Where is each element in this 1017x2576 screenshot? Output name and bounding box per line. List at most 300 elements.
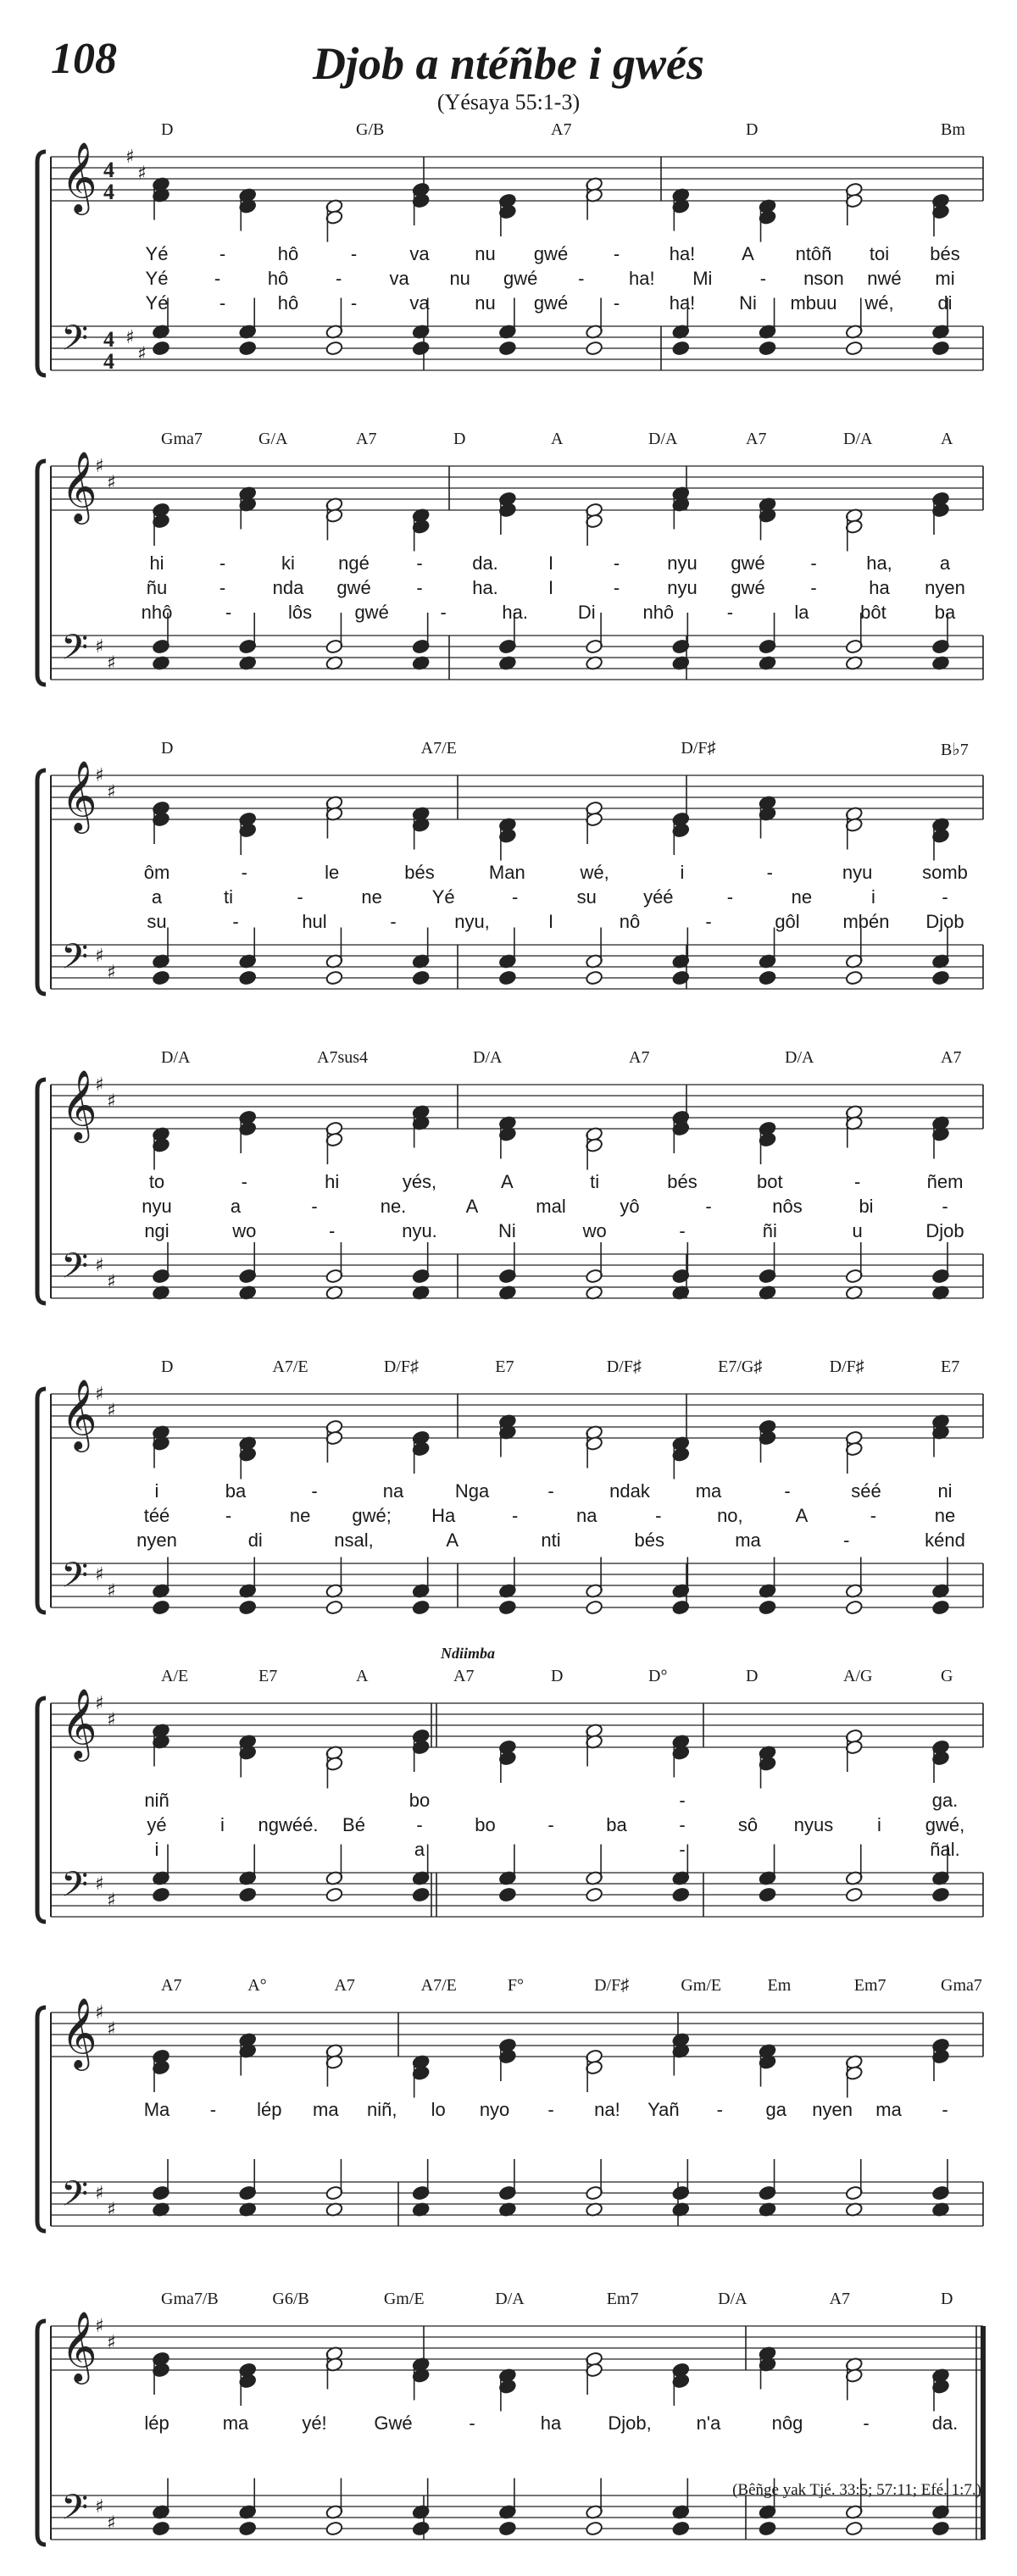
lyric-syllable: - <box>705 911 712 932</box>
key-signature-sharp: ♯ <box>95 2002 104 2024</box>
lyric-syllable: ne. <box>380 1196 407 1217</box>
lyric-syllable: - <box>870 1505 877 1526</box>
lyric-syllable: téé <box>143 1505 170 1526</box>
chord-symbol: A7/E <box>420 1976 457 1995</box>
lyric-syllable: - <box>390 911 397 932</box>
lyric-syllable: ba <box>606 1814 627 1835</box>
chord-symbol: F° <box>507 1976 524 1995</box>
lyric-syllable: - <box>679 1814 686 1835</box>
lyric-syllable: nyu <box>142 1196 172 1217</box>
lyric-syllable: nyu. <box>402 1220 437 1241</box>
chord-symbol: D/A <box>473 1048 503 1067</box>
chord-symbol: Gma7 <box>161 430 203 448</box>
note-head <box>498 1600 516 1615</box>
lyric-syllable: séé <box>851 1480 881 1502</box>
note-head <box>152 341 170 356</box>
lyric-syllable: - <box>942 2099 948 2120</box>
lyric-syllable: ba <box>225 1480 247 1502</box>
chord-symbol: D <box>941 2290 953 2308</box>
key-signature-sharp: ♯ <box>95 765 104 786</box>
lyric-syllable: ñi <box>762 1220 777 1241</box>
note-head <box>239 1887 257 1902</box>
key-signature-sharp: ♯ <box>107 781 116 803</box>
key-signature-sharp: ♯ <box>95 2183 104 2204</box>
lyric-syllable: nyu <box>842 862 873 883</box>
lyric-syllable: - <box>942 1196 948 1217</box>
lyric-syllable: nyu <box>667 552 697 574</box>
lyric-syllable: Yé <box>145 268 169 289</box>
key-signature-sharp: ♯ <box>95 456 104 477</box>
lyric-syllable: niñ, <box>366 2099 397 2120</box>
note-head <box>239 2521 257 2536</box>
key-signature-sharp: ♯ <box>95 1384 104 1405</box>
chord-symbol: G6/B <box>272 2290 309 2308</box>
note-head <box>152 1887 170 1902</box>
lyric-syllable: - <box>335 268 342 289</box>
lyric-syllable: i <box>154 1839 159 1860</box>
note-head <box>498 970 516 985</box>
chord-symbol: D <box>746 1667 759 1685</box>
chord-symbol: D/F♯ <box>606 1357 642 1376</box>
lyric-syllable: somb <box>922 862 968 883</box>
lyric-syllable: lôs <box>288 602 313 623</box>
music-system <box>0 2288 1017 2576</box>
lyric-syllable: bot <box>757 1171 783 1192</box>
lyric-syllable: ki <box>281 552 295 574</box>
lyric-syllable: yéé <box>643 886 674 908</box>
lyric-syllable: - <box>716 2099 723 2120</box>
lyric-syllable: nsal, <box>334 1530 374 1551</box>
lyric-syllable: a <box>151 886 163 908</box>
chord-symbol: D/F♯ <box>681 739 716 758</box>
lyric-syllable: ha. <box>502 602 529 623</box>
lyric-syllable: ma <box>875 2099 902 2120</box>
lyric-syllable: ma <box>735 1530 761 1551</box>
lyric-syllable: nyu, <box>454 911 490 932</box>
chord-symbol: A/G <box>843 1667 873 1685</box>
lyric-syllable: gôl <box>775 911 800 932</box>
lyric-syllable: A <box>795 1505 809 1526</box>
key-signature-sharp: ♯ <box>137 163 147 185</box>
lyric-syllable: Yé <box>145 292 169 314</box>
lyric-syllable: ha <box>869 577 890 598</box>
time-signature-digit: 4 <box>103 180 114 204</box>
chord-symbol: D <box>161 739 174 758</box>
lyric-syllable: kénd <box>925 1530 965 1551</box>
lyric-syllable: - <box>416 552 423 574</box>
note-head <box>931 970 949 985</box>
music-system <box>0 1046 1017 1335</box>
lyric-syllable: - <box>416 1814 423 1835</box>
lyric-syllable: - <box>613 292 620 314</box>
lyric-syllable: - <box>810 577 817 598</box>
bass-clef-icon: 𝄢 <box>61 2174 89 2223</box>
music-system <box>0 1645 1017 1953</box>
lyric-syllable: i <box>871 886 875 908</box>
lyric-syllable: sô <box>737 1814 759 1835</box>
lyric-syllable: Nga <box>454 1480 490 1502</box>
lyric-syllable: I <box>547 911 554 932</box>
lyric-syllable: nhô <box>642 602 675 623</box>
lyric-syllable: I <box>547 577 554 598</box>
note-head <box>412 2521 430 2536</box>
chord-symbol: D/A <box>718 2290 747 2308</box>
lyric-syllable: ngwéé. <box>258 1814 319 1835</box>
lyric-syllable: - <box>219 243 226 264</box>
lyric-syllable: va <box>389 268 409 289</box>
lyric-syllable: na <box>576 1505 597 1526</box>
lyric-syllable: nwé <box>867 268 902 289</box>
lyric-syllable: A <box>742 243 754 264</box>
lyric-syllable: bés <box>404 862 435 883</box>
key-signature-sharp: ♯ <box>107 2332 116 2354</box>
lyric-syllable: - <box>679 1220 686 1241</box>
lyric-syllable: - <box>810 552 817 574</box>
chord-symbol: D/F♯ <box>594 1976 630 1995</box>
key-signature-sharp: ♯ <box>107 2199 116 2221</box>
lyric-syllable: - <box>209 2099 217 2120</box>
note-head <box>845 1887 863 1902</box>
chord-symbol: D/F♯ <box>829 1357 864 1376</box>
lyric-syllable: mal <box>536 1196 566 1217</box>
bass-clef-icon: 𝄢 <box>61 1864 89 1913</box>
lyric-syllable: - <box>578 268 585 289</box>
lyric-syllable: i <box>680 862 685 883</box>
lyric-syllable: gwé <box>336 577 371 598</box>
lyric-syllable: gwé <box>731 577 765 598</box>
note-head <box>845 2521 863 2536</box>
lyric-syllable: Mi <box>692 268 713 289</box>
hymn-number: 108 <box>51 35 117 83</box>
lyric-syllable: gwé <box>533 292 569 314</box>
bass-clef-icon: 𝄢 <box>61 1246 89 1295</box>
lyric-syllable: Ni <box>739 292 757 314</box>
lyric-syllable: yés, <box>402 1171 437 1192</box>
lyric-syllable: a <box>939 552 951 574</box>
lyric-syllable: - <box>350 292 358 314</box>
key-signature-sharp: ♯ <box>95 1074 104 1096</box>
chord-symbol: A <box>551 430 564 448</box>
note-head <box>325 1887 343 1902</box>
lyric-syllable: Gwé <box>374 2412 413 2434</box>
hymn-title: Djob a ntéñbe i gwés <box>312 38 704 89</box>
lyric-syllable: - <box>311 1480 318 1502</box>
lyric-syllable: - <box>469 2412 475 2434</box>
lyric-syllable: mbén <box>842 911 890 932</box>
lyric-syllable: wé, <box>580 862 609 883</box>
chord-symbol: Em7 <box>606 2290 639 2308</box>
chord-symbol: E7 <box>941 1357 960 1376</box>
lyric-syllable: ha! <box>629 268 655 289</box>
lyric-syllable: nu <box>475 292 496 314</box>
lyric-syllable: yô <box>620 1196 640 1217</box>
lyric-syllable: hô <box>267 268 289 289</box>
note-head <box>152 970 170 985</box>
note-head <box>498 2521 516 2536</box>
lyric-syllable: nô <box>619 911 641 932</box>
lyric-syllable: Ni <box>497 1220 516 1241</box>
lyric-syllable: nyen <box>812 2099 853 2120</box>
lyric-syllable: lép <box>257 2099 282 2120</box>
bass-clef-icon: 𝄢 <box>61 1555 89 1604</box>
lyric-syllable: - <box>863 2412 870 2434</box>
lyric-syllable: ngé <box>338 552 370 574</box>
lyric-syllable: na! <box>594 2099 620 2120</box>
footer-reference: (Bêñge yak Tjé. 33:5; 57:11; Efé. 1:7.) <box>732 2481 981 2499</box>
lyric-syllable: - <box>547 1814 554 1835</box>
key-signature-sharp: ♯ <box>125 147 135 168</box>
note-head <box>672 341 690 356</box>
lyric-syllable: ñem <box>926 1171 964 1192</box>
lyric-syllable: - <box>547 1480 554 1502</box>
lyric-syllable: Ma <box>143 2099 170 2120</box>
chord-symbol: Em <box>767 1976 792 1995</box>
lyric-syllable: nu <box>475 243 496 264</box>
key-signature-sharp: ♯ <box>107 1709 116 1731</box>
chord-symbol: Gm/E <box>383 2290 425 2308</box>
lyric-syllable: Djob, <box>608 2412 652 2434</box>
chord-symbol: A <box>356 1667 369 1685</box>
key-signature-sharp: ♯ <box>95 1874 104 1895</box>
lyric-syllable: Djob <box>925 911 964 932</box>
chord-symbol: A/E <box>161 1667 189 1685</box>
lyric-syllable: ti <box>224 886 234 908</box>
lyric-syllable: - <box>241 862 247 883</box>
system-bracket <box>37 2321 46 2545</box>
chord-symbol: Em7 <box>853 1976 886 1995</box>
lyric-syllable: bo <box>475 1814 496 1835</box>
lyric-syllable: Yañ <box>647 2099 680 2120</box>
note-head <box>672 1600 690 1615</box>
chord-symbol: Gm/E <box>681 1976 722 1995</box>
note-head <box>152 2521 170 2536</box>
lyric-syllable: - <box>766 862 773 883</box>
lyric-syllable: ñu <box>146 577 168 598</box>
lyric-syllable: Bé <box>342 1814 365 1835</box>
lyric-syllable: ha! <box>669 292 696 314</box>
lyric-syllable: - <box>232 911 239 932</box>
note-head <box>585 970 603 985</box>
key-signature-sharp: ♯ <box>107 1271 116 1293</box>
lyric-syllable: ma <box>222 2412 249 2434</box>
lyric-syllable: ngi <box>144 1220 170 1241</box>
note-head <box>412 341 430 356</box>
lyric-syllable: - <box>512 886 519 908</box>
chord-symbol: A7 <box>941 1048 962 1067</box>
lyric-syllable: bo <box>408 1790 431 1811</box>
lyric-syllable: ha, <box>866 552 892 574</box>
lyric-syllable: - <box>214 268 221 289</box>
chord-symbol: A7 <box>356 430 377 448</box>
lyric-syllable: va <box>409 292 430 314</box>
lyric-syllable: n'a <box>696 2412 721 2434</box>
lyric-syllable: ni <box>937 1480 953 1502</box>
lyric-syllable: - <box>679 1790 686 1811</box>
lyric-syllable: va <box>409 243 430 264</box>
lyric-syllable: gwé; <box>352 1505 392 1526</box>
chord-symbol: D <box>453 430 466 448</box>
note-head <box>585 1887 603 1902</box>
lyric-syllable: - <box>613 577 620 598</box>
system-bracket <box>37 2007 46 2231</box>
lyric-syllable: da. <box>931 2412 959 2434</box>
note-head <box>585 2521 603 2536</box>
key-signature-sharp: ♯ <box>107 1890 116 1912</box>
lyric-syllable: nti <box>541 1530 561 1551</box>
treble-clef-icon: 𝄞 <box>61 1378 97 1449</box>
chord-symbol: D/A <box>843 430 873 448</box>
lyric-syllable: le <box>325 862 340 883</box>
lyric-syllable: ntôñ <box>795 243 832 264</box>
key-signature-sharp: ♯ <box>95 946 104 967</box>
note-head <box>672 1887 690 1902</box>
note-head <box>931 341 949 356</box>
lyric-syllable: i <box>154 1480 159 1502</box>
key-signature-sharp: ♯ <box>95 2496 104 2518</box>
chord-symbol: A7 <box>453 1667 475 1685</box>
key-signature-sharp: ♯ <box>107 472 116 494</box>
note-head <box>325 1600 343 1615</box>
key-signature-sharp: ♯ <box>107 1580 116 1602</box>
lyric-syllable: gwé <box>354 602 389 623</box>
lyric-syllable: ha <box>540 2412 562 2434</box>
music-system <box>0 1974 1017 2262</box>
lyric-syllable: - <box>784 1480 791 1502</box>
chord-symbol: D <box>551 1667 564 1685</box>
note-head <box>239 341 257 356</box>
note-head <box>585 341 603 356</box>
chord-symbol: D° <box>648 1667 668 1685</box>
lyric-syllable: ha. <box>472 577 498 598</box>
lyric-syllable: ga. <box>931 1790 959 1811</box>
lyric-syllable: - <box>726 886 734 908</box>
key-signature-sharp: ♯ <box>107 652 116 675</box>
lyric-syllable: - <box>225 602 232 623</box>
note-head <box>845 341 863 356</box>
lyric-syllable: - <box>219 292 226 314</box>
time-signature-digit: 4 <box>103 327 114 352</box>
treble-clef-icon: 𝄞 <box>61 450 97 521</box>
lyric-syllable: A <box>500 1171 514 1192</box>
key-signature-sharp: ♯ <box>107 1091 116 1113</box>
lyric-syllable: - <box>512 1505 519 1526</box>
lyric-syllable: Yé <box>145 243 169 264</box>
system-bracket <box>37 1698 46 1922</box>
chord-symbol: Gma7/B <box>161 2290 219 2308</box>
note-head <box>931 1887 949 1902</box>
lyric-syllable: wo <box>232 1220 257 1241</box>
lyric-syllable: ti <box>590 1171 600 1192</box>
lyric-syllable: di <box>937 292 953 314</box>
lyric-syllable: lép <box>144 2412 170 2434</box>
lyric-syllable: nôs <box>772 1196 803 1217</box>
note-head <box>759 2521 776 2536</box>
lyric-syllable: wo <box>582 1220 607 1241</box>
chord-symbol: G <box>941 1667 953 1685</box>
music-system <box>0 737 1017 1025</box>
lyric-syllable: gwé <box>533 243 569 264</box>
lyric-syllable: a <box>230 1196 242 1217</box>
lyric-syllable: nyen <box>136 1530 177 1551</box>
lyric-syllable: hul <box>302 911 327 932</box>
system-bracket <box>37 770 46 994</box>
lyric-syllable: nson <box>803 268 844 289</box>
note-head <box>412 1887 430 1902</box>
tempo-marking: Ndiimba <box>441 1645 496 1662</box>
note-head <box>152 1600 170 1615</box>
lyric-syllable: lo <box>431 2099 446 2120</box>
lyric-syllable: u <box>852 1220 863 1241</box>
lyric-syllable: mbuu <box>790 292 837 314</box>
chord-symbol: A7 <box>746 430 767 448</box>
time-signature-digit: 4 <box>103 158 114 182</box>
key-signature-sharp: ♯ <box>95 2316 104 2337</box>
note-head <box>759 341 776 356</box>
lyric-syllable: - <box>297 886 303 908</box>
lyric-syllable: - <box>853 1171 861 1192</box>
chord-symbol: D/A <box>648 430 678 448</box>
chord-symbol: D/A <box>495 2290 525 2308</box>
chord-symbol: A7sus4 <box>317 1048 369 1067</box>
chord-symbol: A7/E <box>272 1357 308 1376</box>
lyric-syllable: - <box>942 886 948 908</box>
lyric-syllable: - <box>219 577 226 598</box>
lyric-syllable: ba <box>934 602 956 623</box>
lyric-syllable: ndak <box>609 1480 650 1502</box>
lyric-syllable: wé, <box>864 292 894 314</box>
note-head <box>498 341 516 356</box>
chord-symbol: E7 <box>258 1667 278 1685</box>
lyric-syllable: nda <box>272 577 304 598</box>
lyric-syllable: nyo <box>479 2099 510 2120</box>
lyric-syllable: - <box>613 243 620 264</box>
note-head <box>585 1600 603 1615</box>
lyric-syllable: - <box>843 1530 850 1551</box>
lyric-syllable: A <box>465 1196 479 1217</box>
chord-symbol: A7/E <box>420 739 457 758</box>
note-head <box>931 1600 949 1615</box>
treble-clef-icon: 𝄞 <box>61 1687 97 1758</box>
key-signature-sharp: ♯ <box>107 1400 116 1422</box>
lyric-syllable: hô <box>277 292 299 314</box>
lyric-syllable: - <box>350 243 358 264</box>
lyric-syllable: ôm <box>143 862 170 883</box>
lyric-syllable: to <box>148 1171 165 1192</box>
time-signature-digit: 4 <box>103 349 114 374</box>
lyric-syllable: Yé <box>431 886 455 908</box>
key-signature-sharp: ♯ <box>95 1693 104 1714</box>
chord-symbol: D/F♯ <box>383 1357 419 1376</box>
lyric-syllable: - <box>416 577 423 598</box>
chord-symbol: A7 <box>334 1976 355 1995</box>
lyric-syllable: di <box>247 1530 263 1551</box>
system-bracket <box>37 461 46 685</box>
lyric-syllable: toi <box>869 243 890 264</box>
chord-symbol: D/A <box>161 1048 191 1067</box>
lyric-syllable: - <box>705 1196 712 1217</box>
lyric-syllable: nyen <box>925 577 965 598</box>
note-head <box>672 2521 690 2536</box>
lyric-syllable: i <box>220 1814 225 1835</box>
lyric-syllable: nu <box>449 268 470 289</box>
chord-symbol: A7 <box>551 120 572 139</box>
lyric-syllable: - <box>241 1171 247 1192</box>
chord-symbol: A° <box>247 1976 267 1995</box>
lyric-syllable: hô <box>277 243 299 264</box>
treble-clef-icon: 𝄞 <box>61 759 97 830</box>
chord-symbol: E7 <box>495 1357 514 1376</box>
lyric-syllable: bés <box>634 1530 664 1551</box>
